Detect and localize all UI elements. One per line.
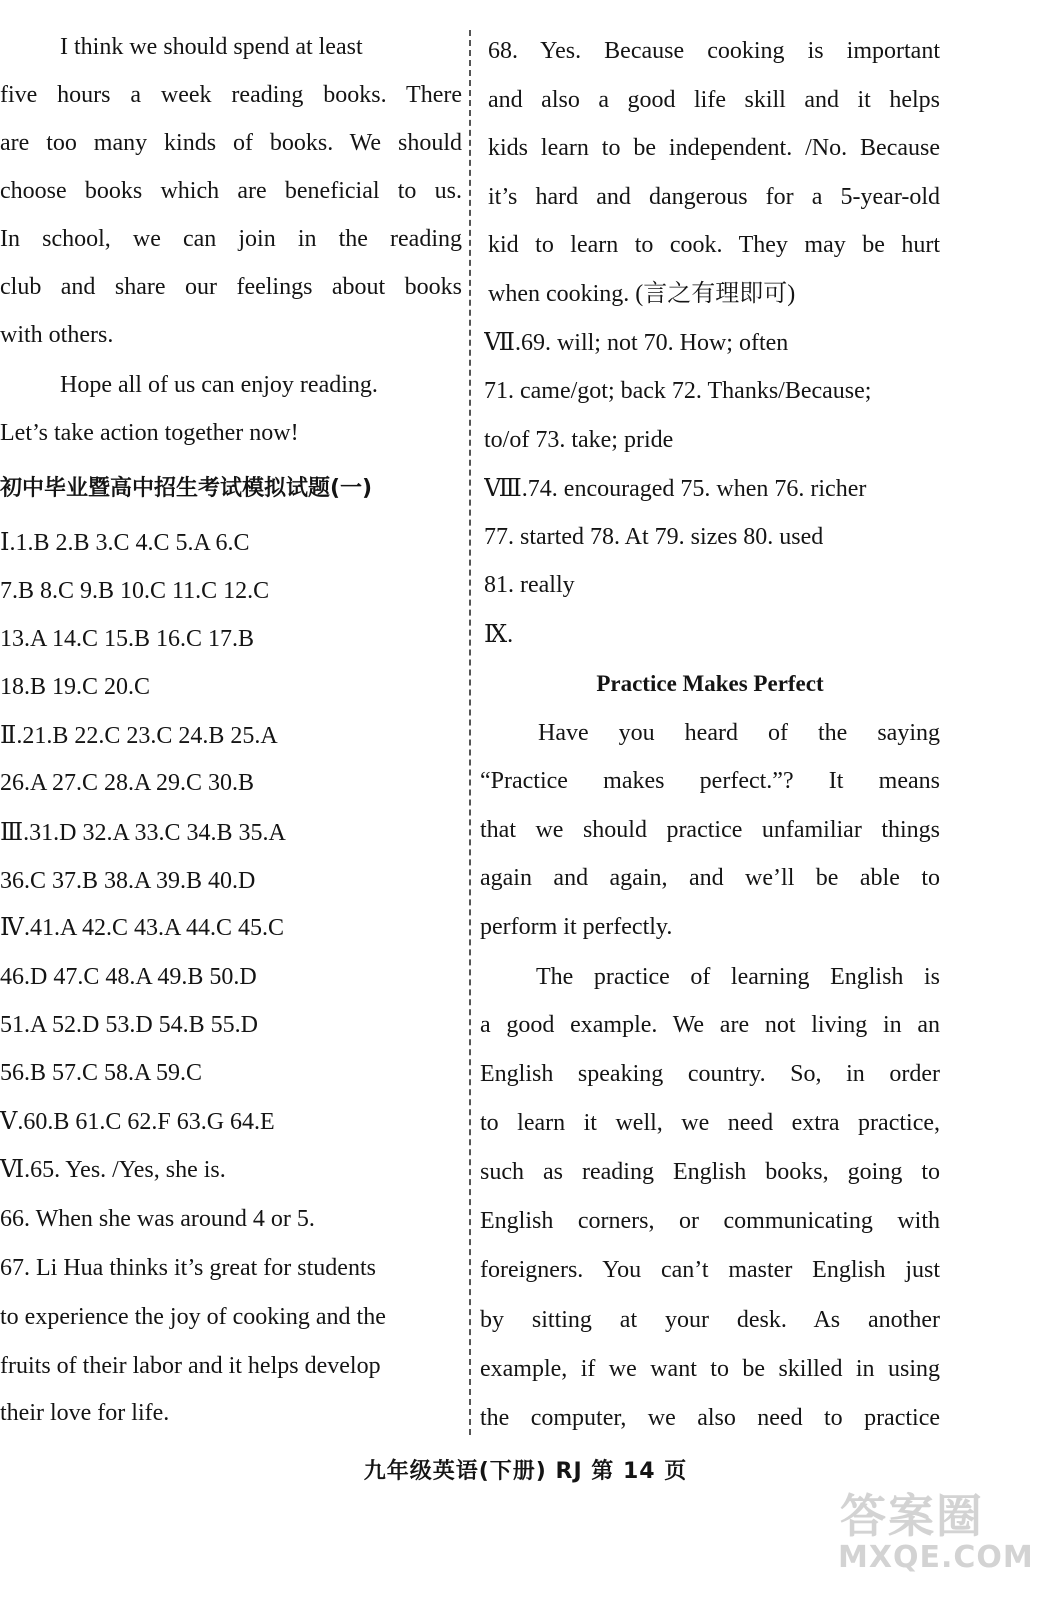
answer-line: Ⅳ.41.A 42.C 43.A 44.C 45.C	[0, 915, 285, 941]
answer-line: 46.D 47.C 48.A 49.B 50.D	[0, 964, 257, 990]
right-answer-line: 77. started 78. At 79. sizes 80. used	[484, 524, 824, 550]
essay-line: English speaking country. So, in order	[480, 1061, 940, 1087]
left-essay-line: with others.	[0, 322, 114, 348]
answer-line: Ⅴ.60.B 61.C 62.F 63.G 64.E	[0, 1109, 275, 1135]
essay-line: English corners, or communicating with	[480, 1208, 940, 1234]
answer-line: Ⅲ.31.D 32.A 33.C 34.B 35.A	[0, 820, 286, 846]
right-answer-line: kids learn to be independent. /No. Because	[488, 135, 940, 161]
watermark-url: MXQE.COM	[838, 1540, 1034, 1575]
right-answer-line: 68. Yes. Because cooking is important	[488, 38, 940, 64]
answer-line: 26.A 27.C 28.A 29.C 30.B	[0, 770, 255, 796]
left-essay-line: In school, we can join in the reading	[0, 226, 462, 252]
left-essay-line: Hope all of us can enjoy reading.	[60, 372, 378, 398]
answer-line: 36.C 37.B 38.A 39.B 40.D	[0, 868, 256, 894]
right-answer-line: Ⅸ.	[484, 622, 514, 648]
left-essay-line: I think we should spend at least	[60, 34, 363, 60]
left-essay-line: club and share our feelings about books	[0, 274, 462, 300]
right-answer-line: it’s hard and dangerous for a 5-year-old	[488, 184, 940, 210]
left-essay-line: five hours a week reading books. There	[0, 82, 462, 108]
right-answer-line: to/of 73. take; pride	[484, 427, 674, 453]
answer-line: Ⅵ.65. Yes. /Yes, she is.	[0, 1157, 226, 1183]
answer-line: Ⅱ.21.B 22.C 23.C 24.B 25.A	[0, 723, 278, 749]
essay-line: The practice of learning English is	[536, 964, 940, 990]
right-answer-line: 81. really	[484, 572, 575, 598]
column-divider	[469, 30, 471, 1435]
left-essay-line: are too many kinds of books. We should	[0, 130, 462, 156]
essay-title: Practice Makes Perfect	[596, 671, 824, 696]
right-answer-line: kid to learn to cook. They may be hurt	[488, 232, 940, 258]
answer-line: Ⅰ.1.B 2.B 3.C 4.C 5.A 6.C	[0, 530, 250, 556]
right-answer-line: and also a good life skill and it helps	[488, 87, 940, 113]
essay-line: a good example. We are not living in an	[480, 1012, 940, 1038]
right-answer-line: Ⅷ.74. encouraged 75. when 76. richer	[484, 476, 867, 502]
answer-line: 56.B 57.C 58.A 59.C	[0, 1060, 203, 1086]
watermark	[830, 1480, 1040, 1590]
essay-line: such as reading English books, going to	[480, 1159, 940, 1185]
left-essay-line: choose books which are beneficial to us.	[0, 178, 462, 204]
essay-line: example, if we want to be skilled in using	[480, 1356, 940, 1382]
right-answer-line: when cooking. (言之有理即可)	[488, 281, 796, 307]
essay-line: Have you heard of the saying	[538, 720, 940, 746]
watermark-logo: 答案圈	[840, 1489, 984, 1543]
answer-line: fruits of their labor and it helps develop	[0, 1353, 381, 1379]
answer-line: 67. Li Hua thinks it’s great for students	[0, 1255, 376, 1281]
essay-line: that we should practice unfamiliar things	[480, 817, 940, 843]
essay-line: “Practice makes perfect.”? It means	[480, 768, 940, 794]
essay-line: the computer, we also need to practice	[480, 1405, 940, 1431]
essay-line: by sitting at your desk. As another	[480, 1307, 940, 1333]
answer-line: 18.B 19.C 20.C	[0, 674, 151, 700]
answer-line: 13.A 14.C 15.B 16.C 17.B	[0, 626, 255, 652]
answer-line: 51.A 52.D 53.D 54.B 55.D	[0, 1012, 259, 1038]
answer-line: to experience the joy of cooking and the	[0, 1304, 386, 1330]
page-footer: 九年级英语(下册) RJ 第 14 页	[363, 1459, 688, 1484]
answer-line: their love for life.	[0, 1400, 170, 1426]
left-essay-line: Let’s take action together now!	[0, 420, 299, 446]
answer-line: 66. When she was around 4 or 5.	[0, 1206, 315, 1232]
essay-line: foreigners. You can’t master English just	[480, 1257, 940, 1283]
essay-line: again and again, and we’ll be able to	[480, 865, 940, 891]
right-answer-line: 71. came/got; back 72. Thanks/Because;	[484, 378, 872, 404]
right-answer-line: Ⅶ.69. will; not 70. How; often	[484, 330, 789, 356]
essay-line: to learn it well, we need extra practice,	[480, 1110, 940, 1136]
section-title: 初中毕业暨高中招生考试模拟试题(一)	[0, 476, 373, 501]
answer-line: 7.B 8.C 9.B 10.C 11.C 12.C	[0, 578, 270, 604]
essay-line: perform it perfectly.	[480, 914, 673, 940]
